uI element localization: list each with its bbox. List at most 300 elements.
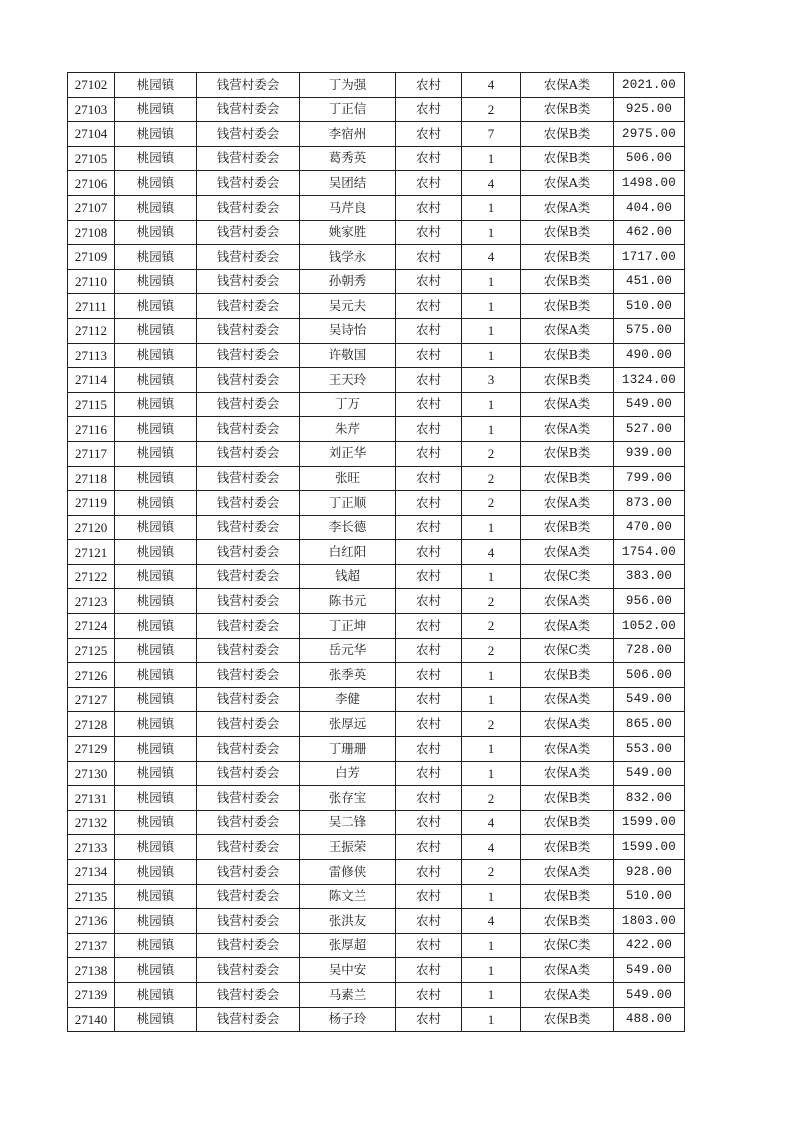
cell-household-count: 1 — [462, 982, 521, 1007]
cell-name: 葛秀英 — [300, 146, 396, 171]
cell-household-count: 1 — [462, 1007, 521, 1032]
cell-category: 农保B类 — [521, 909, 614, 934]
data-table — [67, 72, 685, 1032]
table-row — [68, 982, 685, 1007]
cell-household-count: 1 — [462, 958, 521, 983]
table-row — [68, 466, 685, 491]
cell-town: 桃园镇 — [115, 810, 197, 835]
table-row — [68, 294, 685, 319]
cell-category: 农保B类 — [521, 220, 614, 245]
cell-name: 张厚远 — [300, 712, 396, 737]
cell-town: 桃园镇 — [115, 466, 197, 491]
cell-id: 27103 — [68, 97, 115, 122]
table-row — [68, 245, 685, 270]
cell-id: 27132 — [68, 810, 115, 835]
cell-category: 农保A类 — [521, 417, 614, 442]
table-row — [68, 712, 685, 737]
cell-area: 农村 — [396, 466, 462, 491]
cell-village: 钱营村委会 — [197, 884, 300, 909]
cell-area: 农村 — [396, 318, 462, 343]
table-row — [68, 318, 685, 343]
cell-village: 钱营村委会 — [197, 245, 300, 270]
cell-household-count: 3 — [462, 368, 521, 393]
cell-household-count: 2 — [462, 441, 521, 466]
cell-amount: 1754.00 — [614, 540, 685, 565]
cell-id: 27131 — [68, 786, 115, 811]
cell-name: 陈文兰 — [300, 884, 396, 909]
cell-amount: 728.00 — [614, 638, 685, 663]
cell-name: 张存宝 — [300, 786, 396, 811]
cell-amount: 451.00 — [614, 269, 685, 294]
table-row — [68, 860, 685, 885]
cell-household-count: 1 — [462, 663, 521, 688]
cell-area: 农村 — [396, 441, 462, 466]
cell-name: 张季英 — [300, 663, 396, 688]
cell-category: 农保A类 — [521, 195, 614, 220]
table-row — [68, 540, 685, 565]
cell-town: 桃园镇 — [115, 737, 197, 762]
cell-amount: 956.00 — [614, 589, 685, 614]
cell-village: 钱营村委会 — [197, 97, 300, 122]
cell-town: 桃园镇 — [115, 245, 197, 270]
table-row — [68, 122, 685, 147]
table-row — [68, 1007, 685, 1032]
cell-area: 农村 — [396, 245, 462, 270]
cell-household-count: 1 — [462, 417, 521, 442]
cell-amount: 549.00 — [614, 392, 685, 417]
cell-household-count: 4 — [462, 909, 521, 934]
cell-name: 丁正坤 — [300, 614, 396, 639]
cell-town: 桃园镇 — [115, 884, 197, 909]
cell-category: 农保A类 — [521, 318, 614, 343]
cell-category: 农保B类 — [521, 835, 614, 860]
cell-village: 钱营村委会 — [197, 933, 300, 958]
cell-id: 27138 — [68, 958, 115, 983]
cell-village: 钱营村委会 — [197, 417, 300, 442]
cell-id: 27130 — [68, 761, 115, 786]
cell-village: 钱营村委会 — [197, 687, 300, 712]
table-row — [68, 564, 685, 589]
cell-area: 农村 — [396, 491, 462, 516]
cell-name: 丁正信 — [300, 97, 396, 122]
cell-household-count: 2 — [462, 491, 521, 516]
cell-village: 钱营村委会 — [197, 441, 300, 466]
cell-household-count: 1 — [462, 195, 521, 220]
table-row — [68, 195, 685, 220]
cell-id: 27120 — [68, 515, 115, 540]
cell-village: 钱营村委会 — [197, 810, 300, 835]
cell-category: 农保B类 — [521, 441, 614, 466]
table-body — [68, 73, 685, 1032]
cell-name: 姚家胜 — [300, 220, 396, 245]
cell-amount: 939.00 — [614, 441, 685, 466]
cell-village: 钱营村委会 — [197, 638, 300, 663]
cell-amount: 1599.00 — [614, 835, 685, 860]
cell-category: 农保A类 — [521, 171, 614, 196]
cell-id: 27122 — [68, 564, 115, 589]
cell-id: 27127 — [68, 687, 115, 712]
cell-area: 农村 — [396, 933, 462, 958]
cell-village: 钱营村委会 — [197, 540, 300, 565]
cell-name: 吴中安 — [300, 958, 396, 983]
cell-town: 桃园镇 — [115, 614, 197, 639]
cell-id: 27107 — [68, 195, 115, 220]
table-row — [68, 368, 685, 393]
cell-category: 农保B类 — [521, 663, 614, 688]
cell-town: 桃园镇 — [115, 540, 197, 565]
cell-amount: 549.00 — [614, 982, 685, 1007]
cell-town: 桃园镇 — [115, 638, 197, 663]
cell-id: 27118 — [68, 466, 115, 491]
cell-amount: 2021.00 — [614, 73, 685, 98]
cell-area: 农村 — [396, 343, 462, 368]
cell-town: 桃园镇 — [115, 786, 197, 811]
cell-town: 桃园镇 — [115, 195, 197, 220]
cell-household-count: 1 — [462, 564, 521, 589]
cell-id: 27123 — [68, 589, 115, 614]
cell-area: 农村 — [396, 786, 462, 811]
cell-town: 桃园镇 — [115, 712, 197, 737]
cell-id: 27106 — [68, 171, 115, 196]
cell-household-count: 4 — [462, 245, 521, 270]
cell-id: 27134 — [68, 860, 115, 885]
cell-area: 农村 — [396, 614, 462, 639]
cell-name: 丁正顺 — [300, 491, 396, 516]
cell-amount: 865.00 — [614, 712, 685, 737]
table-row — [68, 638, 685, 663]
cell-village: 钱营村委会 — [197, 220, 300, 245]
cell-name: 马素兰 — [300, 982, 396, 1007]
cell-category: 农保B类 — [521, 1007, 614, 1032]
cell-id: 27135 — [68, 884, 115, 909]
cell-category: 农保B类 — [521, 122, 614, 147]
cell-amount: 404.00 — [614, 195, 685, 220]
cell-category: 农保A类 — [521, 73, 614, 98]
cell-area: 农村 — [396, 982, 462, 1007]
cell-town: 桃园镇 — [115, 368, 197, 393]
cell-category: 农保B类 — [521, 343, 614, 368]
cell-amount: 1324.00 — [614, 368, 685, 393]
cell-town: 桃园镇 — [115, 491, 197, 516]
table-row — [68, 687, 685, 712]
cell-id: 27110 — [68, 269, 115, 294]
cell-household-count: 4 — [462, 835, 521, 860]
cell-id: 27126 — [68, 663, 115, 688]
cell-name: 张旺 — [300, 466, 396, 491]
cell-id: 27125 — [68, 638, 115, 663]
cell-category: 农保A类 — [521, 687, 614, 712]
cell-category: 农保B类 — [521, 786, 614, 811]
cell-area: 农村 — [396, 737, 462, 762]
cell-household-count: 1 — [462, 737, 521, 762]
cell-name: 王振荣 — [300, 835, 396, 860]
cell-village: 钱营村委会 — [197, 982, 300, 1007]
cell-id: 27119 — [68, 491, 115, 516]
cell-category: 农保B类 — [521, 466, 614, 491]
cell-category: 农保B类 — [521, 294, 614, 319]
cell-category: 农保B类 — [521, 146, 614, 171]
cell-id: 27112 — [68, 318, 115, 343]
cell-household-count: 2 — [462, 466, 521, 491]
cell-village: 钱营村委会 — [197, 269, 300, 294]
cell-name: 马芹良 — [300, 195, 396, 220]
cell-household-count: 2 — [462, 589, 521, 614]
cell-area: 农村 — [396, 835, 462, 860]
cell-household-count: 4 — [462, 73, 521, 98]
cell-amount: 510.00 — [614, 294, 685, 319]
cell-name: 刘正华 — [300, 441, 396, 466]
cell-area: 农村 — [396, 958, 462, 983]
cell-household-count: 1 — [462, 343, 521, 368]
cell-town: 桃园镇 — [115, 860, 197, 885]
cell-category: 农保A类 — [521, 491, 614, 516]
cell-village: 钱营村委会 — [197, 195, 300, 220]
table-row — [68, 269, 685, 294]
cell-household-count: 1 — [462, 146, 521, 171]
cell-area: 农村 — [396, 392, 462, 417]
cell-category: 农保A类 — [521, 860, 614, 885]
cell-amount: 488.00 — [614, 1007, 685, 1032]
cell-name: 吴元夫 — [300, 294, 396, 319]
cell-id: 27102 — [68, 73, 115, 98]
cell-amount: 462.00 — [614, 220, 685, 245]
cell-household-count: 2 — [462, 97, 521, 122]
cell-village: 钱营村委会 — [197, 318, 300, 343]
cell-name: 李长德 — [300, 515, 396, 540]
cell-amount: 549.00 — [614, 761, 685, 786]
cell-amount: 873.00 — [614, 491, 685, 516]
cell-village: 钱营村委会 — [197, 589, 300, 614]
cell-name: 陈书元 — [300, 589, 396, 614]
cell-category: 农保A类 — [521, 392, 614, 417]
cell-village: 钱营村委会 — [197, 466, 300, 491]
cell-id: 27117 — [68, 441, 115, 466]
cell-area: 农村 — [396, 540, 462, 565]
table-row — [68, 441, 685, 466]
table-row — [68, 515, 685, 540]
cell-area: 农村 — [396, 687, 462, 712]
cell-area: 农村 — [396, 712, 462, 737]
table-row — [68, 761, 685, 786]
cell-area: 农村 — [396, 860, 462, 885]
cell-category: 农保A类 — [521, 589, 614, 614]
cell-amount: 490.00 — [614, 343, 685, 368]
cell-name: 吴诗怡 — [300, 318, 396, 343]
cell-amount: 1803.00 — [614, 909, 685, 934]
cell-id: 27139 — [68, 982, 115, 1007]
cell-area: 农村 — [396, 171, 462, 196]
cell-household-count: 2 — [462, 638, 521, 663]
table-row — [68, 392, 685, 417]
cell-town: 桃园镇 — [115, 122, 197, 147]
cell-amount: 1052.00 — [614, 614, 685, 639]
cell-town: 桃园镇 — [115, 417, 197, 442]
cell-village: 钱营村委会 — [197, 515, 300, 540]
cell-area: 农村 — [396, 761, 462, 786]
table-row — [68, 933, 685, 958]
cell-village: 钱营村委会 — [197, 860, 300, 885]
cell-id: 27140 — [68, 1007, 115, 1032]
cell-name: 钱超 — [300, 564, 396, 589]
cell-category: 农保A类 — [521, 737, 614, 762]
cell-town: 桃园镇 — [115, 687, 197, 712]
cell-town: 桃园镇 — [115, 343, 197, 368]
cell-area: 农村 — [396, 220, 462, 245]
cell-area: 农村 — [396, 515, 462, 540]
cell-amount: 553.00 — [614, 737, 685, 762]
cell-town: 桃园镇 — [115, 392, 197, 417]
table-row — [68, 663, 685, 688]
cell-household-count: 1 — [462, 515, 521, 540]
cell-name: 岳元华 — [300, 638, 396, 663]
cell-town: 桃园镇 — [115, 73, 197, 98]
table-row — [68, 146, 685, 171]
cell-name: 李健 — [300, 687, 396, 712]
cell-amount: 928.00 — [614, 860, 685, 885]
cell-village: 钱营村委会 — [197, 1007, 300, 1032]
cell-id: 27115 — [68, 392, 115, 417]
cell-village: 钱营村委会 — [197, 761, 300, 786]
table-row — [68, 589, 685, 614]
cell-area: 农村 — [396, 195, 462, 220]
table-row — [68, 884, 685, 909]
cell-amount: 1498.00 — [614, 171, 685, 196]
cell-area: 农村 — [396, 73, 462, 98]
cell-name: 吴二锋 — [300, 810, 396, 835]
cell-amount: 1717.00 — [614, 245, 685, 270]
cell-household-count: 2 — [462, 712, 521, 737]
cell-id: 27116 — [68, 417, 115, 442]
cell-amount: 925.00 — [614, 97, 685, 122]
cell-name: 张洪友 — [300, 909, 396, 934]
cell-town: 桃园镇 — [115, 589, 197, 614]
cell-category: 农保A类 — [521, 982, 614, 1007]
cell-village: 钱营村委会 — [197, 122, 300, 147]
cell-town: 桃园镇 — [115, 958, 197, 983]
cell-id: 27109 — [68, 245, 115, 270]
cell-name: 白红阳 — [300, 540, 396, 565]
cell-town: 桃园镇 — [115, 171, 197, 196]
cell-town: 桃园镇 — [115, 663, 197, 688]
table-row — [68, 909, 685, 934]
cell-name: 丁万 — [300, 392, 396, 417]
cell-id: 27137 — [68, 933, 115, 958]
cell-area: 农村 — [396, 638, 462, 663]
cell-category: 农保A类 — [521, 614, 614, 639]
cell-amount: 549.00 — [614, 687, 685, 712]
cell-area: 农村 — [396, 884, 462, 909]
table-row — [68, 343, 685, 368]
cell-amount: 799.00 — [614, 466, 685, 491]
cell-amount: 832.00 — [614, 786, 685, 811]
cell-name: 丁为强 — [300, 73, 396, 98]
cell-name: 张厚超 — [300, 933, 396, 958]
cell-amount: 383.00 — [614, 564, 685, 589]
cell-town: 桃园镇 — [115, 933, 197, 958]
cell-household-count: 2 — [462, 786, 521, 811]
cell-id: 27104 — [68, 122, 115, 147]
cell-id: 27128 — [68, 712, 115, 737]
table-row — [68, 737, 685, 762]
cell-town: 桃园镇 — [115, 515, 197, 540]
cell-household-count: 1 — [462, 761, 521, 786]
table-row — [68, 786, 685, 811]
cell-household-count: 1 — [462, 392, 521, 417]
cell-area: 农村 — [396, 564, 462, 589]
table-row — [68, 835, 685, 860]
cell-household-count: 1 — [462, 294, 521, 319]
cell-village: 钱营村委会 — [197, 737, 300, 762]
cell-category: 农保B类 — [521, 368, 614, 393]
cell-amount: 1599.00 — [614, 810, 685, 835]
cell-id: 27133 — [68, 835, 115, 860]
cell-village: 钱营村委会 — [197, 368, 300, 393]
cell-area: 农村 — [396, 1007, 462, 1032]
cell-name: 朱芹 — [300, 417, 396, 442]
cell-id: 27124 — [68, 614, 115, 639]
cell-town: 桃园镇 — [115, 97, 197, 122]
table-row — [68, 220, 685, 245]
cell-id: 27108 — [68, 220, 115, 245]
cell-village: 钱营村委会 — [197, 909, 300, 934]
cell-town: 桃园镇 — [115, 564, 197, 589]
cell-household-count: 2 — [462, 614, 521, 639]
cell-category: 农保C类 — [521, 933, 614, 958]
cell-village: 钱营村委会 — [197, 171, 300, 196]
table-row — [68, 491, 685, 516]
cell-town: 桃园镇 — [115, 761, 197, 786]
cell-amount: 422.00 — [614, 933, 685, 958]
cell-name: 吴团结 — [300, 171, 396, 196]
cell-town: 桃园镇 — [115, 441, 197, 466]
cell-name: 李宿州 — [300, 122, 396, 147]
cell-area: 农村 — [396, 269, 462, 294]
cell-amount: 506.00 — [614, 663, 685, 688]
cell-area: 农村 — [396, 294, 462, 319]
cell-id: 27113 — [68, 343, 115, 368]
cell-name: 白芳 — [300, 761, 396, 786]
cell-category: 农保A类 — [521, 540, 614, 565]
cell-name: 丁珊珊 — [300, 737, 396, 762]
cell-household-count: 1 — [462, 933, 521, 958]
cell-amount: 2975.00 — [614, 122, 685, 147]
cell-area: 农村 — [396, 368, 462, 393]
cell-area: 农村 — [396, 97, 462, 122]
cell-town: 桃园镇 — [115, 294, 197, 319]
cell-category: 农保A类 — [521, 958, 614, 983]
cell-category: 农保C类 — [521, 638, 614, 663]
cell-village: 钱营村委会 — [197, 958, 300, 983]
cell-household-count: 2 — [462, 860, 521, 885]
cell-area: 农村 — [396, 122, 462, 147]
table-row — [68, 171, 685, 196]
cell-town: 桃园镇 — [115, 909, 197, 934]
cell-category: 农保B类 — [521, 245, 614, 270]
table-row — [68, 97, 685, 122]
cell-id: 27129 — [68, 737, 115, 762]
cell-amount: 506.00 — [614, 146, 685, 171]
cell-village: 钱营村委会 — [197, 564, 300, 589]
cell-category: 农保B类 — [521, 97, 614, 122]
cell-area: 农村 — [396, 417, 462, 442]
cell-household-count: 4 — [462, 810, 521, 835]
cell-area: 农村 — [396, 589, 462, 614]
cell-category: 农保A类 — [521, 761, 614, 786]
cell-amount: 470.00 — [614, 515, 685, 540]
cell-category: 农保B类 — [521, 269, 614, 294]
table-row — [68, 417, 685, 442]
cell-household-count: 7 — [462, 122, 521, 147]
